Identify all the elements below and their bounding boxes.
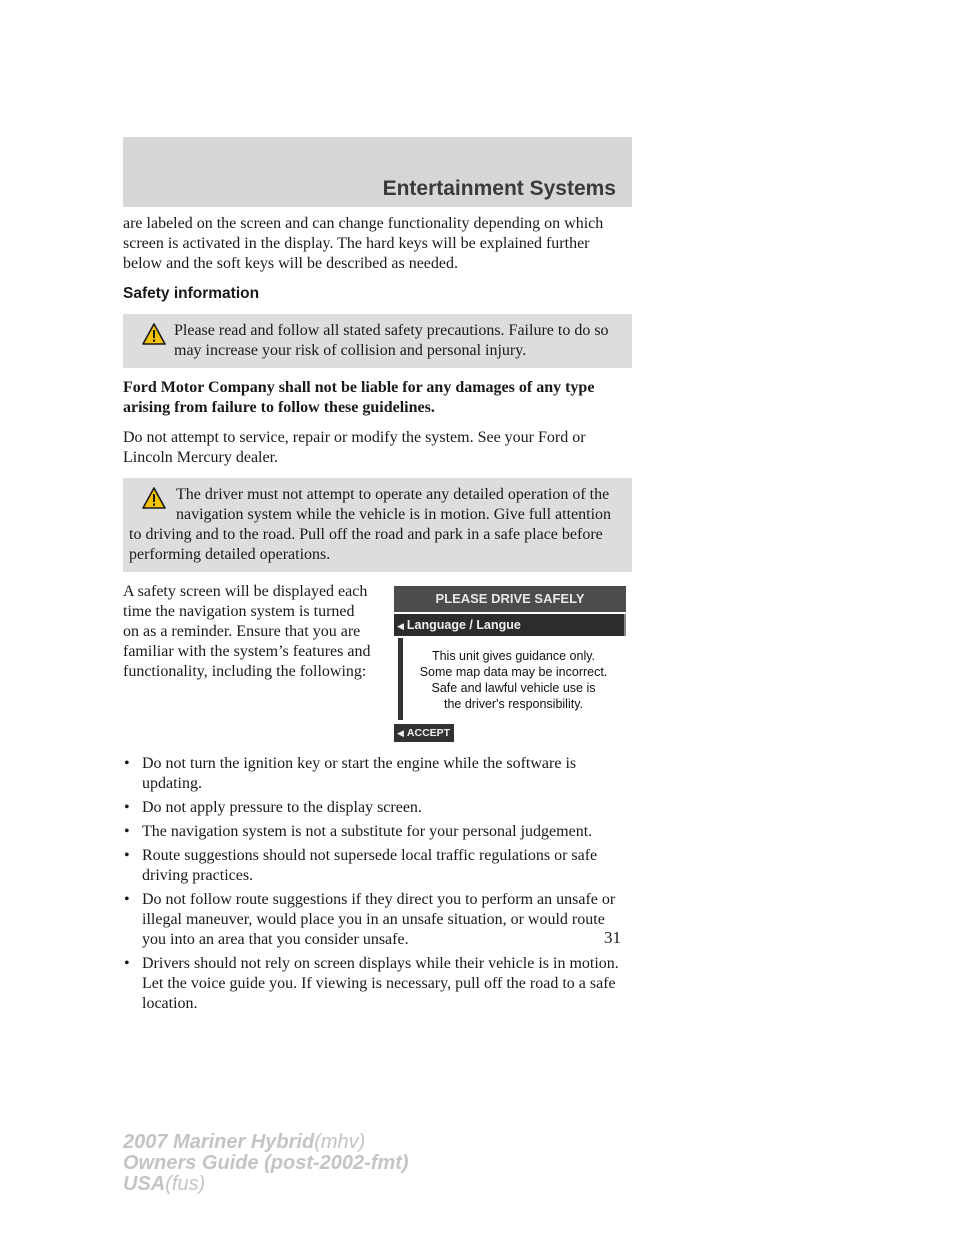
accept-label: ACCEPT [406,727,451,739]
page-content [123,214,632,1018]
footer-market: USA [123,1173,166,1195]
safety-screen-paragraph: A safety screen will be displayed each time the navigation system is turned on as a reminder. Ensure that you are familiar with the system’s features and functionality, including the following: [123,583,371,680]
accept-button[interactable] [394,724,454,742]
nav-screen-side-bar [398,638,403,720]
safety-screen-row [123,582,632,742]
warning-text-risk: Please read and follow all stated safety precautions. Failure to do so may increase your risk of collision and personal injury. [174,322,609,359]
language-button[interactable] [394,614,626,636]
list-item: • Route suggestions should not supersede local traffic regulations or safe driving practices. [123,846,632,886]
left-arrow-icon: ◀ [397,621,404,631]
message-line: Safe and lawful vehicle use is [431,681,596,695]
warning-triangle-icon [142,323,166,345]
service-paragraph: Do not attempt to service, repair or modify the system. See your Ford or Lincoln Mercury dealer. [123,429,586,466]
footer-line-guide [123,1153,409,1174]
page-number: 31 [604,928,621,947]
section-title: Entertainment Systems [382,177,616,200]
footer-line-model [123,1132,409,1153]
liability-paragraph: Ford Motor Company shall not be liable for any damages of any type arising from failure to follow these guidelines. [123,379,595,416]
warning-box-driver [123,478,632,572]
warning-text-driver: The driver must not attempt to operate any detailed operation of the navigation system while the vehicle is in motion. Give full attention to driving and to the road. Pull off the road and park in a safe place before performing detailed operations. [129,486,612,563]
safety-bullet-list [123,754,632,1014]
safety-heading: Safety information [123,285,260,302]
warning-box-risk [123,314,632,368]
list-item: • Do not follow route suggestions if they direct you to perform an unsafe or illegal maneuver, would place you in an unsafe situation, or would route you into an area that you consider unsafe. [123,890,632,950]
list-item: • Drivers should not rely on screen displays while their vehicle is in motion. Let the voice guide you. If viewing is necessary, pull off the road to a safe location. [123,954,632,1014]
list-item: • The navigation system is not a substitute for your personal judgement. [123,822,632,842]
section-header-band [123,137,632,207]
language-label: Language / Langue [406,618,521,632]
footer-guide: Owners Guide (post-2002-fmt) [123,1152,409,1174]
message-line: This unit gives guidance only. [431,649,596,663]
footer-model-code: (mhv) [314,1131,366,1153]
footer-line-market [123,1174,409,1195]
warning-triangle-icon [142,487,166,509]
message-line: Some map data may be incorrect. [419,665,608,679]
list-item: • Do not apply pressure to the display screen. [123,798,632,818]
document-footer [123,1132,409,1195]
navigation-safety-screen [394,586,626,742]
message-line: the driver's responsibility. [443,697,583,711]
nav-screen-message [406,648,621,712]
footer-market-code: (fus) [165,1173,206,1195]
nav-screen-title: PLEASE DRIVE SAFELY [394,586,626,612]
left-arrow-icon: ◀ [397,728,404,738]
intro-paragraph: are labeled on the screen and can change functionality depending on which screen is activated in the display. The hard keys will be explained further below and the soft keys will be described as needed. [123,215,604,272]
footer-model: 2007 Mariner Hybrid [123,1131,315,1153]
list-item: • Do not turn the ignition key or start the engine while the software is updating. [123,754,632,794]
